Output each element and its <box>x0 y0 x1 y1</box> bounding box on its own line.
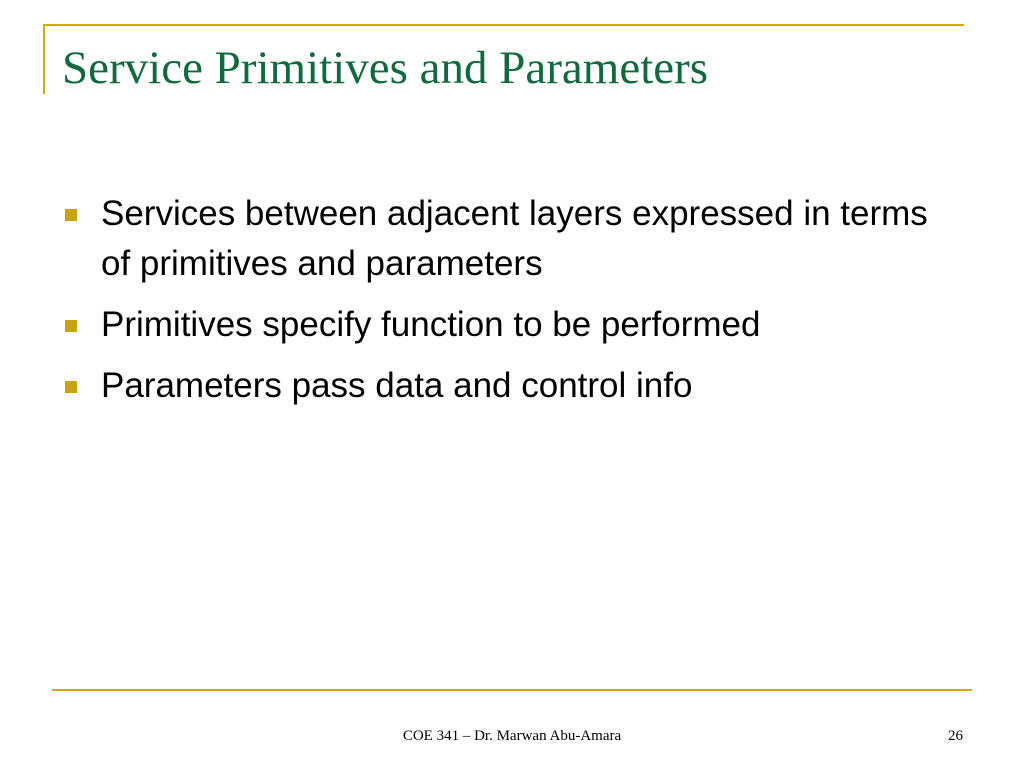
bullet-item-1 <box>65 189 965 289</box>
top-frame-line <box>43 24 964 26</box>
bullet-item-3 <box>65 361 965 411</box>
square-bullet-icon <box>65 209 77 221</box>
footer-rule <box>52 689 972 691</box>
bullet-text: Services between adjacent layers expressed in terms of primitives and parameters <box>101 194 928 283</box>
bullet-item-2 <box>65 300 965 350</box>
left-frame-line <box>43 24 45 94</box>
page-number: 26 <box>948 728 963 744</box>
slide-title: Service Primitives and Parameters <box>62 42 709 94</box>
bullet-text: Primitives specify function to be performed <box>101 305 761 344</box>
square-bullet-icon <box>65 381 77 393</box>
bullet-list <box>65 189 965 422</box>
square-bullet-icon <box>65 320 77 332</box>
bullet-text: Parameters pass data and control info <box>101 366 693 405</box>
footer-text: COE 341 – Dr. Marwan Abu-Amara <box>402 728 622 744</box>
